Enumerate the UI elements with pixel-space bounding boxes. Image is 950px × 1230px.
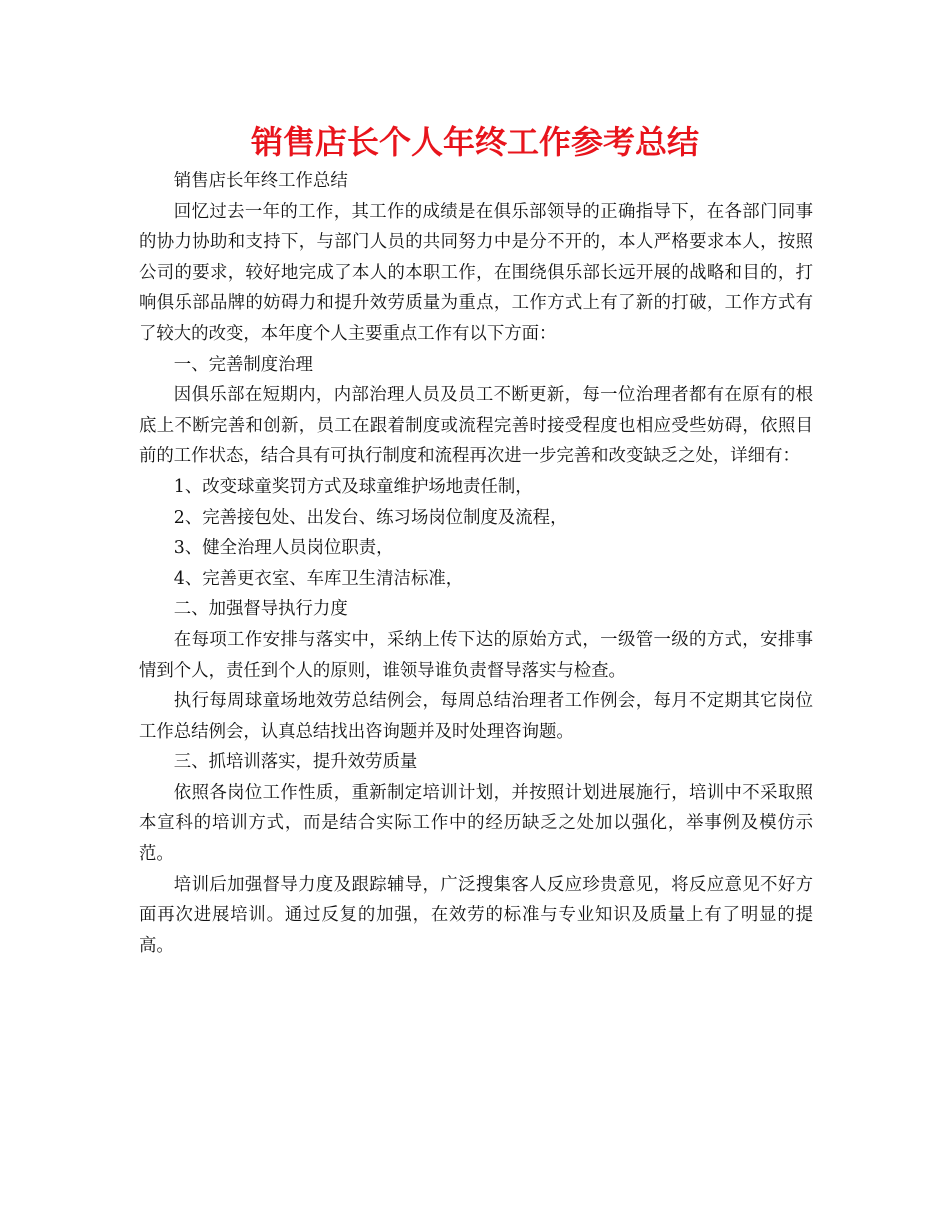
document-body (139, 166, 813, 961)
document-title: 销售店长个人年终工作参考总结 (250, 123, 699, 161)
body-paragraph: 执行每周球童场地效劳总结例会，每周总结治理者工作例会，每月不定期其它岗位工作总结例会，认真总结找出咨询题并及时处理咨询题。 (139, 691, 813, 742)
section-heading: 三、抓培训落实，提升效劳质量 (173, 752, 418, 773)
section-heading: 一、完善制度治理 (173, 354, 313, 375)
list-item: 3、健全治理人员岗位职责， (173, 538, 394, 559)
body-paragraph: 培训后加强督导力度及跟踪辅导，广泛搜集客人反应珍贵意见，将反应意见不好方面再次进展培训。通过反复的加强，在效劳的标准与专业知识及质量上有了明显的提高。 (139, 874, 813, 956)
list-item: 1、改变球童奖罚方式及球童维护场地责任制， (173, 476, 533, 497)
list-item: 2、完善接包处、出发台、练习场岗位制度及流程， (173, 507, 568, 528)
body-paragraph: 依照各岗位工作性质，重新制定培训计划，并按照计划进展施行，培训中不采取照本宣科的培训方式，而是结合实际工作中的经历缺乏之处加以强化，举事例及模仿示范。 (139, 782, 813, 865)
subtitle-paragraph: 销售店长年终工作总结 (173, 171, 348, 191)
body-paragraph: 因俱乐部在短期内，内部治理人员及员工不断更新，每一位治理者都有在原有的根底上不断完善和创新，员工在跟着制度或流程完善时接受程度也相应受些妨碍，依照目前的工作状态，结合具有可执行制度和流程再次进一步完善和改变缺乏之处，详细有： (139, 385, 813, 467)
section-heading: 二、加强督导执行力度 (173, 599, 348, 620)
list-item: 4、完善更衣室、车库卫生清洁标准， (173, 568, 464, 589)
body-paragraph: 在每项工作安排与落实中，采纳上传下达的原始方式，一级管一级的方式，安排事情到个人，责任到个人的原则，谁领导谁负责督导落实与检查。 (139, 629, 813, 681)
body-paragraph: 回忆过去一年的工作，其工作的成绩是在俱乐部领导的正确指导下，在各部门同事的协力协助和支持下，与部门人员的共同努力中是分不开的，本人严格要求本人，按照公司的要求，较好地完成了本人的本职工作，在围绕俱乐部长远开展的战略和目的，打响俱乐部品牌的妨碍力和提升效劳质量为重点，工作方式上有了新的打破，工作方式有了较大的改变，本年度个人主要重点工作有以下方面： (139, 201, 813, 344)
